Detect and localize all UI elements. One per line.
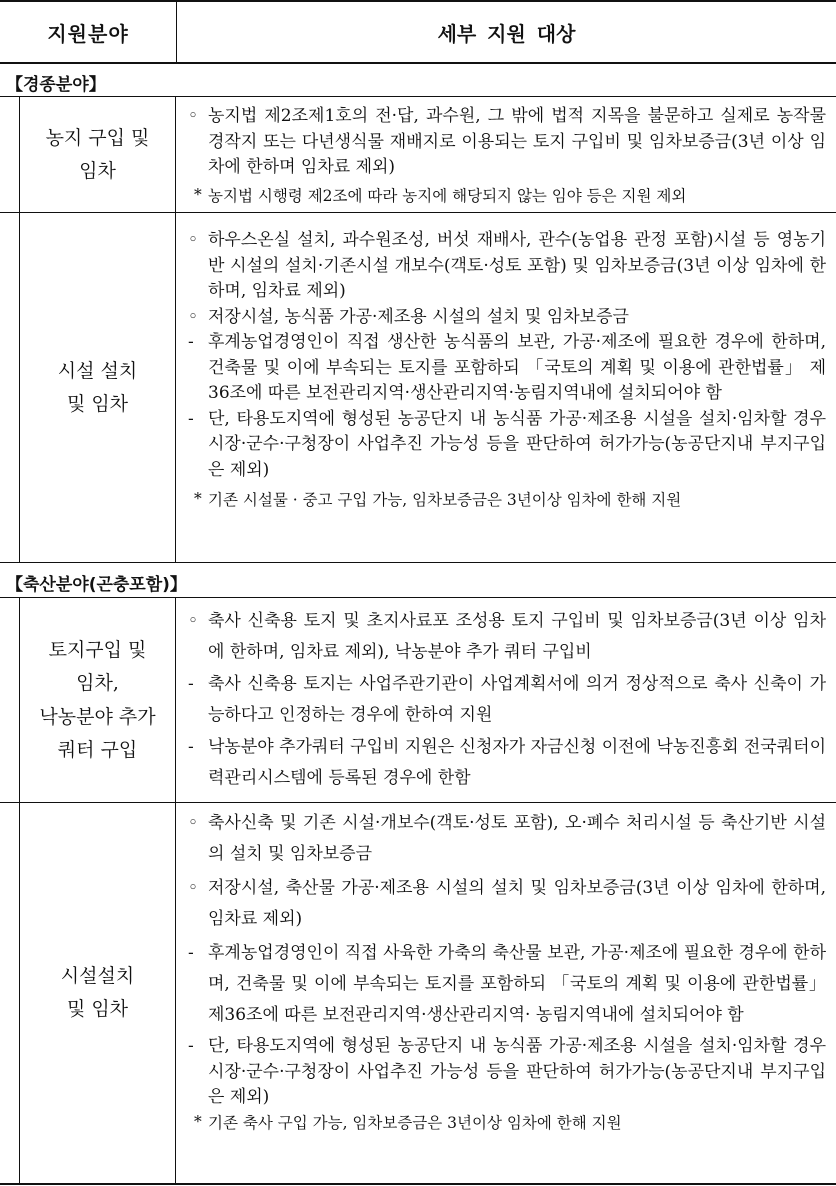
- item-text: 낙농분야 추가쿼터 구입비 지원은 신청자가 자금신청 이전에 낙농진흥회 전국쿼터이력관리시스템에 등록된 경우에 한함: [208, 736, 826, 789]
- section-title: 【축산분야(곤충포함)】: [6, 575, 187, 595]
- table-header: [0, 0, 836, 64]
- dash-bullet: -: [188, 408, 194, 429]
- list-item: [184, 669, 826, 732]
- row-label-line: 임차: [79, 160, 116, 182]
- item-text: 저장시설, 농식품 가공·제조용 시설의 설치 및 임차보증금: [208, 306, 629, 327]
- item-text: 농지법 제2조제1호의 전·답, 과수원, 그 밖에 법적 지목을 불문하고 실제로 농작물 경작지 또는 다년생식물 재배지로 이용되는 토지 구입비 및 임차보증금(3년 이상 임차에 한하며 임차료 제외): [208, 106, 826, 177]
- list-item: [184, 873, 826, 934]
- asterisk-bullet: *: [194, 1112, 202, 1131]
- item-text: 기존 시설물 · 중고 구입 가능, 임차보증금은 3년이상 임차에 한해 지원: [208, 491, 682, 509]
- circle-bullet: ◦: [188, 230, 199, 250]
- circle-bullet: ◦: [188, 878, 199, 899]
- row-label-line: 토지구입 및: [48, 639, 147, 661]
- gutter: [0, 97, 20, 213]
- row-content: [176, 808, 836, 1134]
- divider: [0, 562, 836, 563]
- dash-bullet: -: [188, 1036, 194, 1057]
- list-item: [184, 606, 826, 669]
- item-text: 단, 타용도지역에 형성된 농공단지 내 농식품 가공·제조용 시설을 설치·임차할 경우 시장·군수·구청장이 사업추진 가능성 등을 판단하여 허가가능(농공단지내 부지구입은 제외): [208, 408, 826, 480]
- item-text: 기존 축사 구입 가능, 임차보증금은 3년이상 임차에 한해 지원: [208, 1113, 622, 1132]
- circle-bullet: ◦: [188, 306, 199, 327]
- row-label-line: 쿼터 구입: [57, 738, 138, 761]
- row-label-line: 낙농분야 추가: [39, 705, 156, 728]
- list-item: [184, 808, 826, 869]
- dash-bullet: -: [188, 943, 194, 964]
- list-item: [184, 330, 826, 407]
- row-label-line: 및 임차: [66, 998, 129, 1020]
- item-text: 하우스온실 설치, 과수원조성, 버섯 재배사, 관수(농업용 관정 포함)시설 등 영농기반 시설의 설치·기존시설 개보수(객토·성토 포함) 및 임차보증금(3년 이상 임차에 한하며, 임차료 제외): [208, 230, 826, 301]
- item-text: 축사 신축용 토지는 사업주관기관이 사업계획서에 의거 정상적으로 축사 신축이 가능하다고 인정하는 경우에 한하여 지원: [208, 673, 826, 726]
- row-label-line: 시설설치: [60, 964, 135, 987]
- row-label: [20, 598, 176, 803]
- circle-bullet: ◦: [188, 813, 199, 833]
- list-item: [184, 938, 826, 1030]
- circle-bullet: ◦: [188, 611, 199, 631]
- row-content: [176, 606, 836, 795]
- gutter: [0, 598, 20, 803]
- dash-bullet: -: [188, 673, 194, 694]
- row-content: [176, 228, 836, 512]
- asterisk-bullet: *: [194, 185, 202, 204]
- gutter: [0, 213, 20, 563]
- header-support-detail: 세부 지원 대상: [437, 21, 576, 46]
- row-content: [176, 104, 836, 208]
- item-text: 축사 신축용 토지 및 초지사료포 조성용 토지 구입비 및 임차보증금(3년 이상 임차에 한하며, 임차료 제외), 낙농분야 추가 쿼터 구입비: [208, 611, 826, 663]
- list-item: [184, 228, 826, 305]
- row-label: [20, 213, 176, 563]
- row-label: [20, 803, 176, 1183]
- note-item: [184, 1113, 826, 1135]
- list-item: [184, 407, 826, 484]
- row-label-line: 농지 구입 및: [45, 126, 150, 149]
- table-bottom-border: [0, 1183, 836, 1185]
- row-label-line: 시설 설치: [57, 359, 138, 382]
- circle-bullet: ◦: [188, 106, 199, 126]
- item-text: 후계농업경영인이 직접 생산한 농식품의 보관, 가공·제조에 필요한 경우에 한하며, 건축물 및 이에 부속되는 토지를 포함하되 「국토의 계획 및 이용에 관한법률」 제36조에 따른 보전관리지역·생산관리지역·농림지역내에 설치되어야 함: [208, 332, 826, 403]
- list-item: [184, 1034, 826, 1111]
- row-label-line: 임차,: [76, 672, 119, 695]
- row-label: [20, 97, 176, 213]
- gutter: [0, 803, 20, 1183]
- asterisk-bullet: *: [194, 490, 202, 508]
- list-item: [184, 305, 826, 331]
- note-item: [184, 489, 826, 512]
- list-item: [184, 732, 826, 795]
- dash-bullet: -: [188, 332, 194, 352]
- row-label-line: 및 임차: [66, 393, 129, 415]
- item-text: 후계농업경영인이 직접 사육한 가축의 축산물 보관, 가공·제조에 필요한 경우에 한하며, 건축물 및 이에 부속되는 토지를 포함하되 「국토의 계획 및 이용에 관한법률」 제36조에 따른 보전관리지역·생산관리지역· 농림지역내에 설치되어야 함: [208, 943, 826, 1025]
- item-text: 축사신축 및 기존 시설·개보수(객토·성토 포함), 오·폐수 처리시설 등 축산기반 시설의 설치 및 임차보증금: [208, 813, 826, 864]
- note-item: [184, 185, 826, 208]
- header-support-field: 지원분야: [0, 2, 177, 62]
- item-text: 농지법 시행령 제2조에 따라 농지에 해당되지 않는 임야 등은 지원 제외: [208, 186, 687, 205]
- list-item: [184, 104, 826, 181]
- item-text: 단, 타용도지역에 형성된 농공단지 내 농식품 가공·제조용 시설을 설치·임차할 경우 시장·군수·구청장이 사업추진 가능성 등을 판단하여 허가가능(농공단지내 부지구입은 제외): [208, 1036, 826, 1108]
- section-title: 【경종분야】: [6, 75, 106, 95]
- dash-bullet: -: [188, 736, 194, 757]
- item-text: 저장시설, 축산물 가공·제조용 시설의 설치 및 임차보증금(3년 이상 임차에 한하며, 임차료 제외): [208, 878, 826, 929]
